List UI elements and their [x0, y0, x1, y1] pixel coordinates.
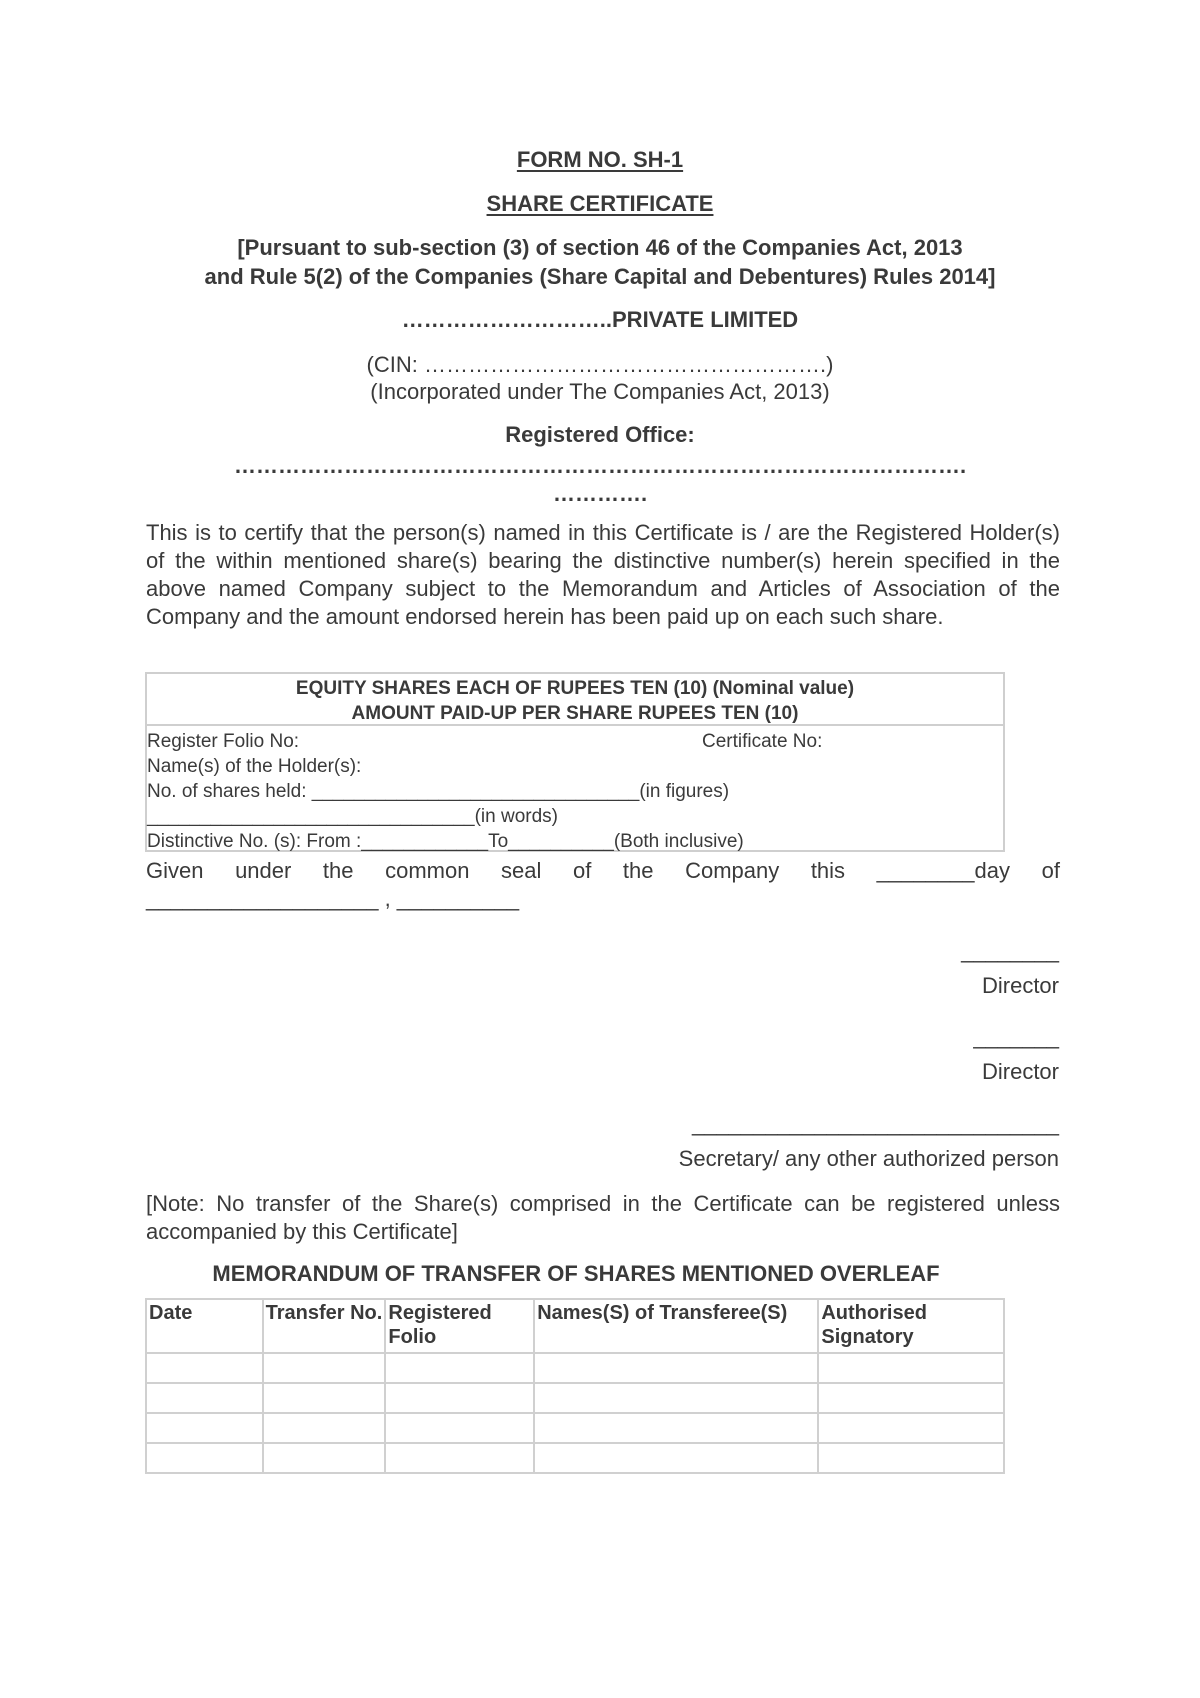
pursuant-clause: [0, 233, 1200, 291]
table-cell: [385, 1353, 534, 1383]
table-cell: [534, 1443, 818, 1473]
certificate-title: SHARE CERTIFICATE: [486, 191, 714, 216]
registered-office-address: [0, 452, 1200, 508]
column-header-transferee-names: Names(S) of Transferee(S): [534, 1299, 818, 1353]
shares-held-line: No. of shares held: _______________________________(in figures): [147, 781, 730, 802]
company-identity: [0, 351, 1200, 405]
table-cell: [263, 1413, 386, 1443]
transfer-note: [Note: No transfer of the Share(s) comprised in the Certificate can be registered unless accompanied by this Certificate]: [146, 1191, 1060, 1244]
seal-word: under: [235, 858, 292, 883]
seal-day-blank: ________day: [876, 858, 1010, 883]
table-cell: [385, 1443, 534, 1473]
seal-word: this: [810, 858, 846, 883]
table-cell: [146, 1383, 263, 1413]
certificate-no-label: Certificate No:: [702, 731, 823, 752]
common-seal-line: [146, 858, 1060, 884]
seal-word: Given: [146, 858, 204, 883]
memorandum-header-row: [146, 1299, 1004, 1353]
incorporation-line: (Incorporated under The Companies Act, 2013): [370, 379, 830, 404]
registered-office-line-1: ……………………………………………………………………………………….: [233, 453, 967, 478]
distinctive-numbers-line: Distinctive No. (s): From :____________To__________(Both inclusive): [147, 831, 744, 852]
seal-word: seal: [501, 858, 542, 883]
secretary-signature-line: ______________________________: [691, 1111, 1059, 1136]
cin-line: (CIN: ……………………………………………….): [366, 352, 834, 377]
table-cell: [534, 1353, 818, 1383]
table-row: [146, 1443, 1004, 1473]
director-1-signature-line: ________: [961, 938, 1059, 963]
memorandum-table: [145, 1298, 1005, 1474]
column-header-authorised-signatory: Authorised Signatory: [818, 1299, 1004, 1353]
share-box-heading: [147, 674, 1003, 726]
table-cell: [385, 1413, 534, 1443]
form-number: FORM NO. SH-1: [516, 147, 684, 172]
registered-office-line-2: ………….: [552, 481, 648, 506]
table-row: [146, 1413, 1004, 1443]
certification-paragraph: This is to certify that the person(s) named in this Certificate is / are the Registered Holder(s) of the within mentioned share(s) bearing the distinctive number(s) herein specified in the above named Company subject to the Memorandum and Articles of Association of the Company and the amount endorsed herein has been paid up on each such share.: [146, 520, 1060, 629]
table-cell: [263, 1443, 386, 1473]
table-cell: [534, 1413, 818, 1443]
column-header-date: Date: [146, 1299, 263, 1353]
column-header-transfer-no: Transfer No.: [263, 1299, 386, 1353]
table-cell: [263, 1353, 386, 1383]
seal-date-line: ___________________ , __________: [146, 886, 520, 911]
table-cell: [818, 1353, 1004, 1383]
seal-word: the: [622, 858, 654, 883]
share-heading-line-1: EQUITY SHARES EACH OF RUPEES TEN (10) (Nominal value): [295, 678, 855, 699]
company-name: ………………………..PRIVATE LIMITED: [401, 307, 799, 332]
table-cell: [818, 1413, 1004, 1443]
table-cell: [534, 1383, 818, 1413]
table-cell: [385, 1383, 534, 1413]
table-cell: [146, 1353, 263, 1383]
share-heading-line-2: AMOUNT PAID-UP PER SHARE RUPEES TEN (10): [351, 703, 799, 724]
director-1-label: Director: [981, 973, 1059, 998]
seal-word: the: [322, 858, 354, 883]
pursuant-line-1: [Pursuant to sub-section (3) of section 46 of the Companies Act, 2013: [237, 235, 963, 260]
director-2-label: Director: [981, 1059, 1059, 1084]
table-cell: [818, 1443, 1004, 1473]
shares-in-words-line: _______________________________(in words): [147, 806, 558, 827]
registered-office-label: Registered Office:: [505, 422, 695, 447]
memorandum-title: MEMORANDUM OF TRANSFER OF SHARES MENTIONED OVERLEAF: [212, 1261, 940, 1286]
seal-word: of: [1041, 858, 1060, 883]
holder-names-label: Name(s) of the Holder(s):: [147, 756, 362, 777]
table-cell: [146, 1443, 263, 1473]
table-cell: [146, 1413, 263, 1443]
column-header-registered-folio: Registered Folio: [385, 1299, 534, 1353]
register-folio-label: Register Folio No:: [147, 731, 300, 752]
director-2-signature-line: _______: [973, 1024, 1059, 1049]
seal-word: of: [572, 858, 592, 883]
table-row: [146, 1353, 1004, 1383]
share-details-box: [145, 672, 1005, 852]
seal-word: common: [385, 858, 470, 883]
table-cell: [263, 1383, 386, 1413]
pursuant-line-2: and Rule 5(2) of the Companies (Share Capital and Debentures) Rules 2014]: [204, 264, 996, 289]
table-row: [146, 1383, 1004, 1413]
secretary-label: Secretary/ any other authorized person: [678, 1146, 1059, 1171]
seal-word: Company: [685, 858, 780, 883]
table-cell: [818, 1383, 1004, 1413]
